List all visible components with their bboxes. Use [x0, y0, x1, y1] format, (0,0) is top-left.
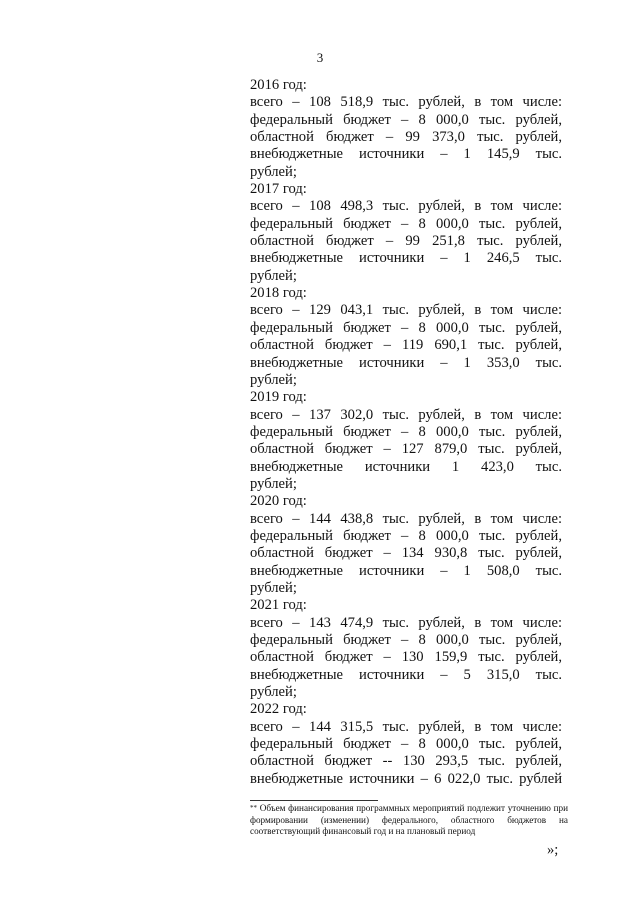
year-block — [250, 77, 562, 181]
year-block — [250, 701, 562, 788]
funding-line: федеральный бюджет – 8 000,0 тыс. рублей, — [250, 319, 562, 336]
funding-line: всего – 129 043,1 тыс. рублей, в том числе: — [250, 302, 562, 319]
funding-line: областной бюджет – 134 930,8 тыс. рублей, — [250, 545, 562, 562]
funding-line: всего – 144 438,8 тыс. рублей, в том числе: — [250, 510, 562, 527]
year-heading: 2021 год: — [250, 597, 307, 614]
funding-line: федеральный бюджет – 8 000,0 тыс. рублей, — [250, 632, 562, 648]
funding-line: федеральный бюджет – 8 000,0 тыс. рублей, — [250, 527, 562, 544]
funding-line: федеральный бюджет – 8 000,0 тыс. рублей, — [250, 215, 562, 232]
funding-line: всего – 108 498,3 тыс. рублей, в том числе: — [250, 198, 562, 215]
funding-line: рублей; — [250, 579, 297, 596]
funding-line: федеральный бюджет – 8 000,0 тыс. рублей, — [250, 423, 562, 440]
funding-line: всего – 137 302,0 тыс. рублей, в том числе: — [250, 406, 562, 423]
funding-schedule — [250, 77, 562, 788]
year-heading: 2020 год: — [250, 493, 307, 510]
funding-line: рублей; — [250, 371, 297, 388]
year-block — [250, 389, 562, 493]
year-heading: 2016 год: — [250, 77, 307, 93]
year-heading: 2017 год: — [250, 181, 307, 198]
funding-line: внебюджетные источники – 5 315,0 тыс. — [250, 666, 562, 683]
funding-line: всего – 144 315,5 тыс. рублей, в том числе: — [250, 718, 562, 735]
year-heading: 2022 год: — [250, 701, 307, 718]
funding-line: внебюджетные источники – 1 508,0 тыс. — [250, 562, 562, 579]
funding-line: областной бюджет – 99 373,0 тыс. рублей, — [250, 129, 562, 146]
funding-line: внебюджетные источники – 1 353,0 тыс. — [250, 354, 562, 371]
funding-line: областной бюджет – 119 690,1 тыс. рублей, — [250, 337, 562, 354]
year-block — [250, 285, 562, 389]
year-heading: 2019 год: — [250, 389, 307, 406]
funding-line: внебюджетные источники 1 423,0 тыс. — [250, 458, 562, 475]
footnote-marker: ** — [250, 804, 257, 812]
funding-line: всего – 143 474,9 тыс. рублей, в том числе: — [250, 614, 562, 631]
funding-line: областной бюджет – 130 159,9 тыс. рублей, — [250, 649, 562, 666]
funding-line: федеральный бюджет – 8 000,0 тыс. рублей, — [250, 736, 562, 753]
funding-line: рублей; — [250, 163, 297, 180]
year-block — [250, 597, 562, 701]
funding-line: федеральный бюджет – 8 000,0 тыс. рублей, — [250, 111, 562, 128]
year-heading: 2018 год: — [250, 285, 307, 302]
footnote — [250, 803, 568, 838]
footnote-separator — [250, 800, 378, 801]
page-number: 3 — [316, 50, 324, 65]
footnote-text: Объем финансирования программных мероприятий подлежит уточнению при формировании (изменении) федерального, областного бюджетов на соответствующий финансовый год и на плановый период — [250, 803, 569, 837]
funding-line: областной бюджет -- 130 293,5 тыс. рублей, — [250, 753, 562, 770]
year-block — [250, 493, 562, 597]
funding-line: внебюджетные источники – 6 022,0 тыс. рублей — [250, 770, 562, 787]
funding-line: рублей; — [250, 267, 297, 284]
funding-line: областной бюджет – 99 251,8 тыс. рублей, — [250, 233, 562, 250]
funding-line: внебюджетные источники – 1 246,5 тыс. — [250, 250, 562, 267]
funding-line: рублей; — [250, 475, 297, 492]
funding-line: рублей; — [250, 684, 297, 701]
year-block — [250, 181, 562, 285]
funding-line: всего – 108 518,9 тыс. рублей, в том числе: — [250, 94, 562, 111]
funding-line: внебюджетные источники – 1 145,9 тыс. — [250, 146, 562, 163]
funding-line: областной бюджет – 127 879,0 тыс. рублей, — [250, 441, 562, 458]
closing-quote: »; — [547, 842, 559, 858]
